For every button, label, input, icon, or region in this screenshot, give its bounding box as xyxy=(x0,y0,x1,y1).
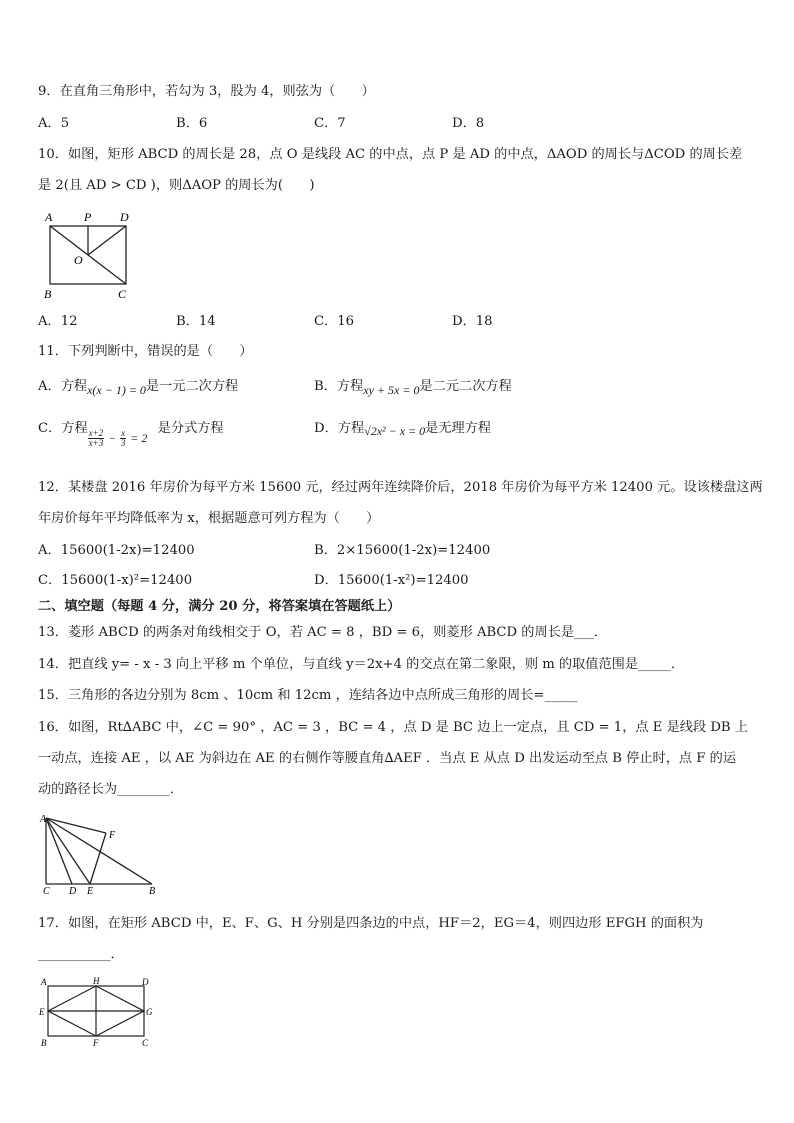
q17-line-2: ___________． xyxy=(38,947,124,962)
q9-option-b: B．6 xyxy=(176,116,208,131)
q9-option-d: D．8 xyxy=(452,116,485,131)
q15-stem: 15．三角形的各边分别为 8cm 、10cm 和 12cm ，连结各边中点所成三角形的周长=_____ xyxy=(38,688,578,703)
q11-c-eq: = 2 xyxy=(130,431,148,445)
q10-option-d: D．18 xyxy=(452,314,493,329)
q11-a-suffix: 是一元二次方程 xyxy=(145,379,239,394)
label-e: E xyxy=(87,886,94,896)
q11-option-c xyxy=(38,419,254,448)
q9-stem: 9．在直角三角形中，若勾为 3，股为 4，则弦为（ ） xyxy=(38,84,375,99)
q11-b-prefix: B．方程 xyxy=(314,379,364,394)
label-p: P xyxy=(84,210,92,224)
q12-line-2: 年房价每年平均降低率为 x，根据题意可列方程为（ ） xyxy=(38,511,380,526)
q11-c-frac2-den: 3 xyxy=(120,438,126,448)
q11-c-frac1-num: x+2 xyxy=(88,428,104,438)
q10-option-a: A．12 xyxy=(38,314,78,329)
q11-a-prefix: A．方程 xyxy=(38,379,88,394)
q16-line-1: 16．如图，Rt∆ABC 中，∠C = 90° ，AC = 3 ，BC = 4 ，点 D 是 BC 边上一定点，且 CD = 1，点 E 是线段 DB 上 xyxy=(38,720,748,735)
q11-c-prefix: C．方程 xyxy=(38,421,88,436)
q9-option-a: A．5 xyxy=(38,116,70,131)
label-d: D xyxy=(69,886,77,896)
q12-option-a: A．15600(1-2x)=12400 xyxy=(38,543,195,558)
label-o: O xyxy=(74,253,83,267)
label-a: A xyxy=(45,210,53,224)
q12-line-1: 12．某楼盘 2016 年房价为每平方米 15600 元，经过两年连续降价后，2018 年房价为每平方米 12400 元。设该楼盘这两 xyxy=(38,480,763,495)
q11-c-suffix: 是分式方程 xyxy=(157,421,224,436)
section-2-heading: 二、填空题（每题 4 分，满分 20 分，将答案填在答题纸上） xyxy=(38,599,401,614)
q16-line-3: 动的路径长为________． xyxy=(38,782,184,797)
q13-stem: 13．菱形 ABCD 的两条对角线相交于 O，若 AC = 8 ，BD = 6，则菱形 ABCD 的周长是___． xyxy=(38,625,607,640)
segment-do xyxy=(88,226,126,255)
label-h: H xyxy=(93,976,100,986)
label-b: B xyxy=(41,1038,47,1048)
q10-line-2: 是 2(且 AD > CD )，则ΔAOP 的周长为( ) xyxy=(38,178,315,193)
q11-option-a xyxy=(38,377,238,396)
label-b: B xyxy=(149,886,156,896)
q11-d-math: √2x² − x = 0 xyxy=(364,424,426,438)
label-f: F xyxy=(93,1038,99,1048)
label-d: D xyxy=(120,210,129,224)
q10-rectangle-figure xyxy=(40,206,140,302)
label-a: A xyxy=(40,814,47,825)
q11-c-frac2-num: x xyxy=(121,428,126,438)
q10-option-b: B．14 xyxy=(176,314,216,329)
q11-b-math: xy + 5x = 0 xyxy=(363,383,420,397)
label-f: F xyxy=(109,830,116,841)
q10-line-1: 10．如图，矩形 ABCD 的周长是 28，点 O 是线段 AC 的中点，点 P 是 AD 的中点，ΔAOD 的周长与ΔCOD 的周长差 xyxy=(38,147,743,162)
q16-line-2: 一动点，连接 AE ，以 AE 为斜边在 AE 的右侧作等腰直角∆AEF ．当点 E 从点 D 出发运动至点 B 停止时，点 F 的运 xyxy=(38,751,737,766)
q11-d-prefix: D．方程 xyxy=(314,421,365,436)
q11-option-b xyxy=(314,377,512,396)
label-c: C xyxy=(142,1038,149,1048)
label-c: C xyxy=(118,287,127,301)
q11-a-math: x(x − 1) = 0 xyxy=(87,383,146,397)
q12-option-c: C．15600(1-x)²=12400 xyxy=(38,573,193,588)
q11-b-suffix: 是二元二次方程 xyxy=(419,379,512,394)
q17-line-1: 17．如图，在矩形 ABCD 中，E、F、G、H 分别是四条边的中点，HF＝2，EG＝4，则四边形 EFGH 的面积为 xyxy=(38,916,704,931)
q16-triangle-figure xyxy=(38,810,168,896)
segment-fe xyxy=(90,833,106,884)
q14-stem: 14．把直线 y= - x - 3 向上平移 m 个单位，与直线 y＝2x+4 的交点在第二象限，则 m 的取值范围是_____． xyxy=(38,657,685,672)
q11-stem: 11．下列判断中，错误的是（ ） xyxy=(38,344,253,359)
label-g: G xyxy=(146,1007,153,1017)
q11-option-d xyxy=(314,419,491,438)
q11-d-suffix: 是无理方程 xyxy=(425,421,492,436)
label-d: D xyxy=(142,977,149,987)
segment-ab xyxy=(46,818,152,884)
label-b: B xyxy=(44,287,52,301)
q10-option-c: C．16 xyxy=(314,314,355,329)
label-a: A xyxy=(41,977,47,987)
q17-rectangle-figure xyxy=(36,974,160,1048)
q12-option-d: D．15600(1-x²)=12400 xyxy=(314,573,469,588)
label-e: E xyxy=(39,1007,45,1017)
label-c: C xyxy=(43,886,50,896)
q9-option-c: C．7 xyxy=(314,116,346,131)
q11-c-frac1-den: x+3 xyxy=(88,438,104,448)
q12-option-b: B．2×15600(1-2x)=12400 xyxy=(314,543,491,558)
q11-c-minus: − xyxy=(108,433,116,445)
